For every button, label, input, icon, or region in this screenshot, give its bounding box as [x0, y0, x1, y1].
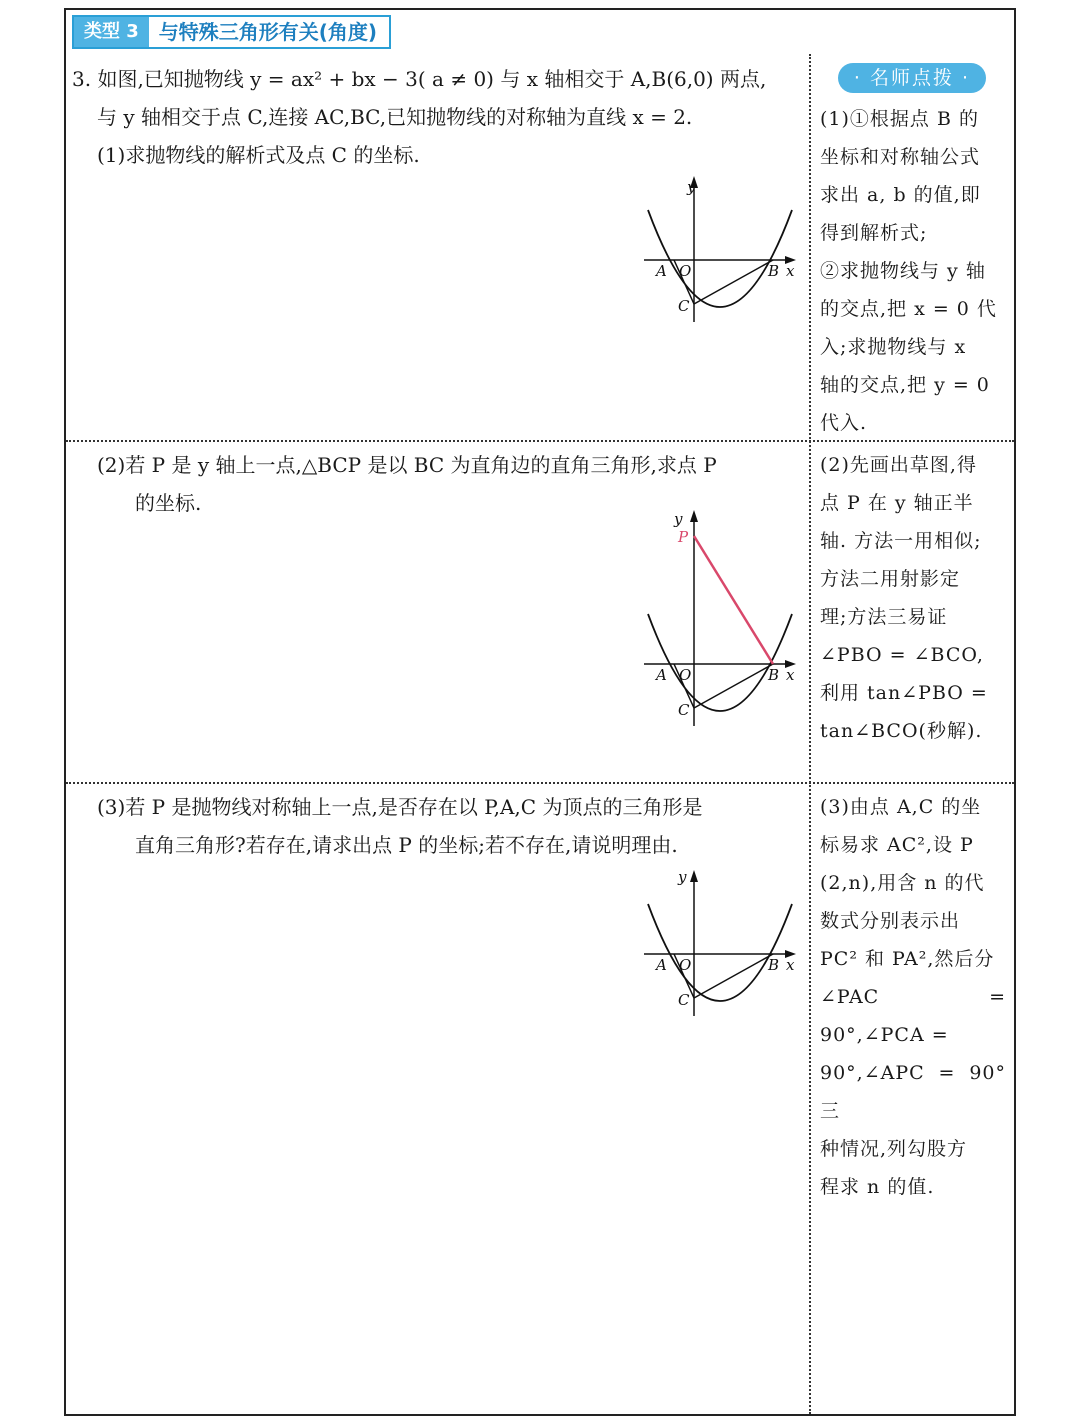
tip-line: ∠PAC = 90°,∠PCA =	[820, 986, 1006, 1046]
tip-part1	[820, 100, 1006, 442]
label-p: P	[678, 528, 689, 546]
tip-line: ②求抛物线与 y 轴	[820, 260, 986, 282]
label-x: x	[786, 956, 795, 974]
parabola-curve	[648, 904, 792, 1001]
segment-pb-highlight	[694, 536, 773, 664]
column-divider	[809, 54, 811, 1414]
tip-part2	[820, 446, 1006, 750]
label-b: B	[768, 666, 780, 684]
tip-line: 理;方法三易证	[820, 606, 948, 628]
label-o: O	[679, 956, 692, 974]
tip-line: 标易求 AC²,设 P	[820, 834, 974, 856]
question-intro-line1: 3. 如图,已知抛物线 y = ax² + bx − 3( a ≠ 0) 与 x 轴相交于 A,B(6,0) 两点,	[72, 67, 767, 91]
section-number: 类型 3	[74, 17, 149, 47]
label-c: C	[678, 701, 690, 719]
tip-line: 的交点,把 x = 0 代	[820, 298, 997, 320]
section-tag	[72, 15, 391, 49]
question-part1: (1)求抛物线的解析式及点 C 的坐标.	[97, 143, 420, 167]
parabola-curve	[648, 614, 792, 711]
tip-line: (2)先画出草图,得	[820, 454, 977, 476]
label-y: y	[678, 868, 687, 886]
label-y: y	[674, 510, 683, 528]
tip-line: 求出 a, b 的值,即	[820, 184, 981, 206]
section-title: 与特殊三角形有关(角度)	[158, 20, 378, 44]
label-x: x	[786, 666, 795, 684]
question-part2-line1: (2)若 P 是 y 轴上一点,△BCP 是以 BC 为直角边的直角三角形,求点 P	[97, 453, 717, 477]
label-x: x	[786, 262, 795, 280]
tip-line: 入;求抛物线与 x	[820, 336, 967, 358]
label-y: y	[687, 178, 696, 196]
tip-line: 利用 tan∠PBO =	[820, 682, 988, 704]
tip-line: 程求 n 的值.	[820, 1176, 935, 1198]
tip-line: (2,n),用含 n 的代	[820, 872, 985, 894]
question-intro-line2: 与 y 轴相交于点 C,连接 AC,BC,已知抛物线的对称轴为直线 x = 2.	[97, 105, 693, 129]
tip-line: 数式分别表示出	[820, 910, 961, 932]
segment-bc	[694, 664, 773, 708]
tip-part3	[820, 788, 1006, 1206]
tip-line: 点 P 在 y 轴正半	[820, 492, 974, 514]
tip-line: 轴. 方法一用相似;	[820, 530, 982, 552]
parabola-curve	[648, 210, 792, 307]
parabola-figure-2	[640, 506, 800, 736]
tip-line: 种情况,列勾股方	[820, 1138, 968, 1160]
segment-bc	[694, 260, 773, 304]
label-b: B	[768, 262, 780, 280]
label-a: A	[656, 956, 667, 974]
label-a: A	[656, 262, 667, 280]
question-part3-line2: 直角三角形?若存在,请求出点 P 的坐标;若不存在,请说明理由.	[135, 833, 678, 857]
segment-bc	[694, 954, 773, 998]
tip-line: 轴的交点,把 y = 0	[820, 374, 990, 396]
label-b: B	[768, 956, 780, 974]
parabola-figure-3	[640, 866, 800, 1026]
label-c: C	[678, 991, 690, 1009]
question-part3-line1: (3)若 P 是抛物线对称轴上一点,是否存在以 P,A,C 为顶点的三角形是	[97, 795, 703, 819]
parabola-figure-1	[640, 172, 800, 332]
question-part2-line2: 的坐标.	[135, 491, 202, 515]
y-axis-arrow	[690, 510, 698, 522]
tips-badge: · 名师点拨 ·	[838, 63, 986, 93]
tip-line: tan∠BCO(秒解).	[820, 720, 983, 742]
tip-line: (1)①根据点 B 的	[820, 108, 979, 130]
label-o: O	[679, 262, 692, 280]
tip-line: 方法二用射影定	[820, 568, 961, 590]
tip-line: PC² 和 PA²,然后分	[820, 948, 995, 970]
tip-line: ∠PBO = ∠BCO,	[820, 644, 984, 666]
label-a: A	[656, 666, 667, 684]
tip-line: 得到解析式;	[820, 222, 928, 244]
y-axis-arrow	[690, 870, 698, 882]
label-o: O	[679, 666, 692, 684]
tip-line: 坐标和对称轴公式	[820, 146, 981, 168]
section-divider-2	[66, 782, 1014, 784]
tip-line: 90°,∠APC = 90°三	[820, 1062, 1006, 1122]
tip-line: (3)由点 A,C 的坐	[820, 796, 982, 818]
label-c: C	[678, 297, 690, 315]
tip-line: 代入.	[820, 412, 868, 434]
